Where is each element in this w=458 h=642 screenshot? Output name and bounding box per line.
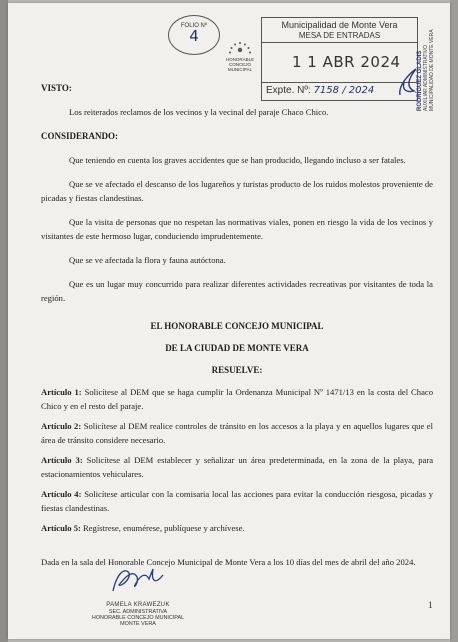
- heading-concejo: EL HONORABLE CONCEJO MUNICIPAL: [150, 321, 324, 331]
- considerando-4: Que se ve afectada la flora y fauna autóctona.: [69, 255, 226, 265]
- article-3-label: Artículo 3:: [41, 455, 83, 465]
- document-page: [8, 3, 450, 639]
- article-3: [41, 453, 433, 481]
- signature-block: [88, 563, 188, 639]
- considerando-5: Que es un lugar muy concurrido para realizar diferentes actividades recreativas por visitantes de toda la región.: [41, 279, 433, 303]
- scan-shadow-right: [450, 0, 458, 642]
- seal-line-2: CONCEJO MUNICIPAL: [227, 62, 253, 72]
- stamp-municipality: Municipalidad de Monte Vera: [281, 20, 398, 30]
- article-1: [41, 385, 433, 413]
- expte-number: 7158 / 2024: [313, 85, 375, 96]
- considerando-2: Que se ve afectado el descanso de los lugareños y turistas producto de los ruidos molestos proveniente de picadas y fiestas clandestinas.: [41, 179, 433, 203]
- considerando-label: CONSIDERANDO:: [41, 131, 119, 141]
- side-stamp-name: RODRÍGUEZ GLADIS: [417, 50, 423, 111]
- article-4: [41, 487, 433, 515]
- article-3-text: Solicítese al DEM establecer y señalizar un área predeterminada, en la zona de la playa, para estacionamientos vehiculares.: [41, 455, 434, 479]
- article-4-label: Artículo 4:: [41, 489, 82, 499]
- visto-label: VISTO:: [41, 83, 72, 93]
- article-4-text: Solicítese articular con la comisaria local las acciones para evitar la conducción riesgosa, picadas y fiestas clandestinas.: [41, 489, 433, 513]
- visto-text: Los reiterados reclamos de los vecinos y la vecinal del paraje Chaco Chico.: [69, 107, 329, 117]
- article-2-text: Solicítese al DEM realice controles de tránsito en los accesos a la playa y en aquellos lugares que el área de tránsito considere necesario.: [41, 421, 433, 445]
- considerando-3: Que la visita de personas que no respetan las normativas viales, ponen en riesgo la vida de los vecinos y visitantes de este hermoso lugar, conduciendo imprudentemente.: [41, 217, 433, 241]
- heading-ciudad: DE LA CIUDAD DE MONTE VERA: [165, 343, 309, 353]
- signatory-name: PAMELA KRAWEZUK: [106, 602, 170, 608]
- signatory-city: MONTE VERA: [120, 621, 156, 627]
- folio-label: FOLIO Nº: [180, 23, 208, 29]
- stamp-office: MESA DE ENTRADAS: [262, 31, 417, 43]
- article-5: [41, 521, 433, 535]
- seal-icon: [227, 41, 253, 57]
- stamp-date: 1 1 ABR 2024: [292, 53, 401, 71]
- concejo-seal: [221, 41, 259, 75]
- considerando-1: Que teniendo en cuenta los graves accidentes que se han producido, llegando incluso a ser fatales.: [69, 155, 406, 165]
- article-1-label: Artículo 1:: [41, 387, 82, 397]
- scan-shadow-left: [0, 0, 8, 642]
- side-stamp-line-3: MUNICIPALIDAD DE MONTE VERA: [429, 29, 435, 111]
- signatory-institution: HONORABLE CONCEJO MUNICIPAL: [91, 615, 185, 621]
- closing-paragraph: Dada en la sala del Honorable Concejo Municipal de Monte Vera a los 10 días del mes de abril del año 2024.: [41, 557, 416, 567]
- handwritten-signature-icon: [103, 563, 173, 597]
- article-5-text: Regístrese, enumérese, publíquese y archívese.: [80, 523, 245, 533]
- seal-line-1: HONORABLE: [225, 57, 255, 62]
- expte-label: Expte. Nº:: [266, 85, 311, 96]
- side-stamp-line-2: AUXILIAR ADMINISTRATIVO: [423, 44, 429, 111]
- document-body: [41, 81, 433, 569]
- article-5-label: Artículo 5:: [41, 523, 81, 533]
- folio-stamp: [168, 15, 220, 55]
- page-number: 1: [428, 600, 433, 610]
- heading-resuelve: RESUELVE:: [211, 365, 263, 375]
- folio-number: 4: [189, 27, 199, 45]
- article-1-text: Solicítese al DEM que se haga cumplir la Ordenanza Municipal Nº 1471/13 en la costa del Chaco Chico y en el resto del paraje.: [41, 387, 434, 411]
- article-2: [41, 419, 433, 447]
- article-2-label: Artículo 2:: [41, 421, 82, 431]
- signatory-title: SEC. ADMINISTRATIVA: [108, 609, 168, 615]
